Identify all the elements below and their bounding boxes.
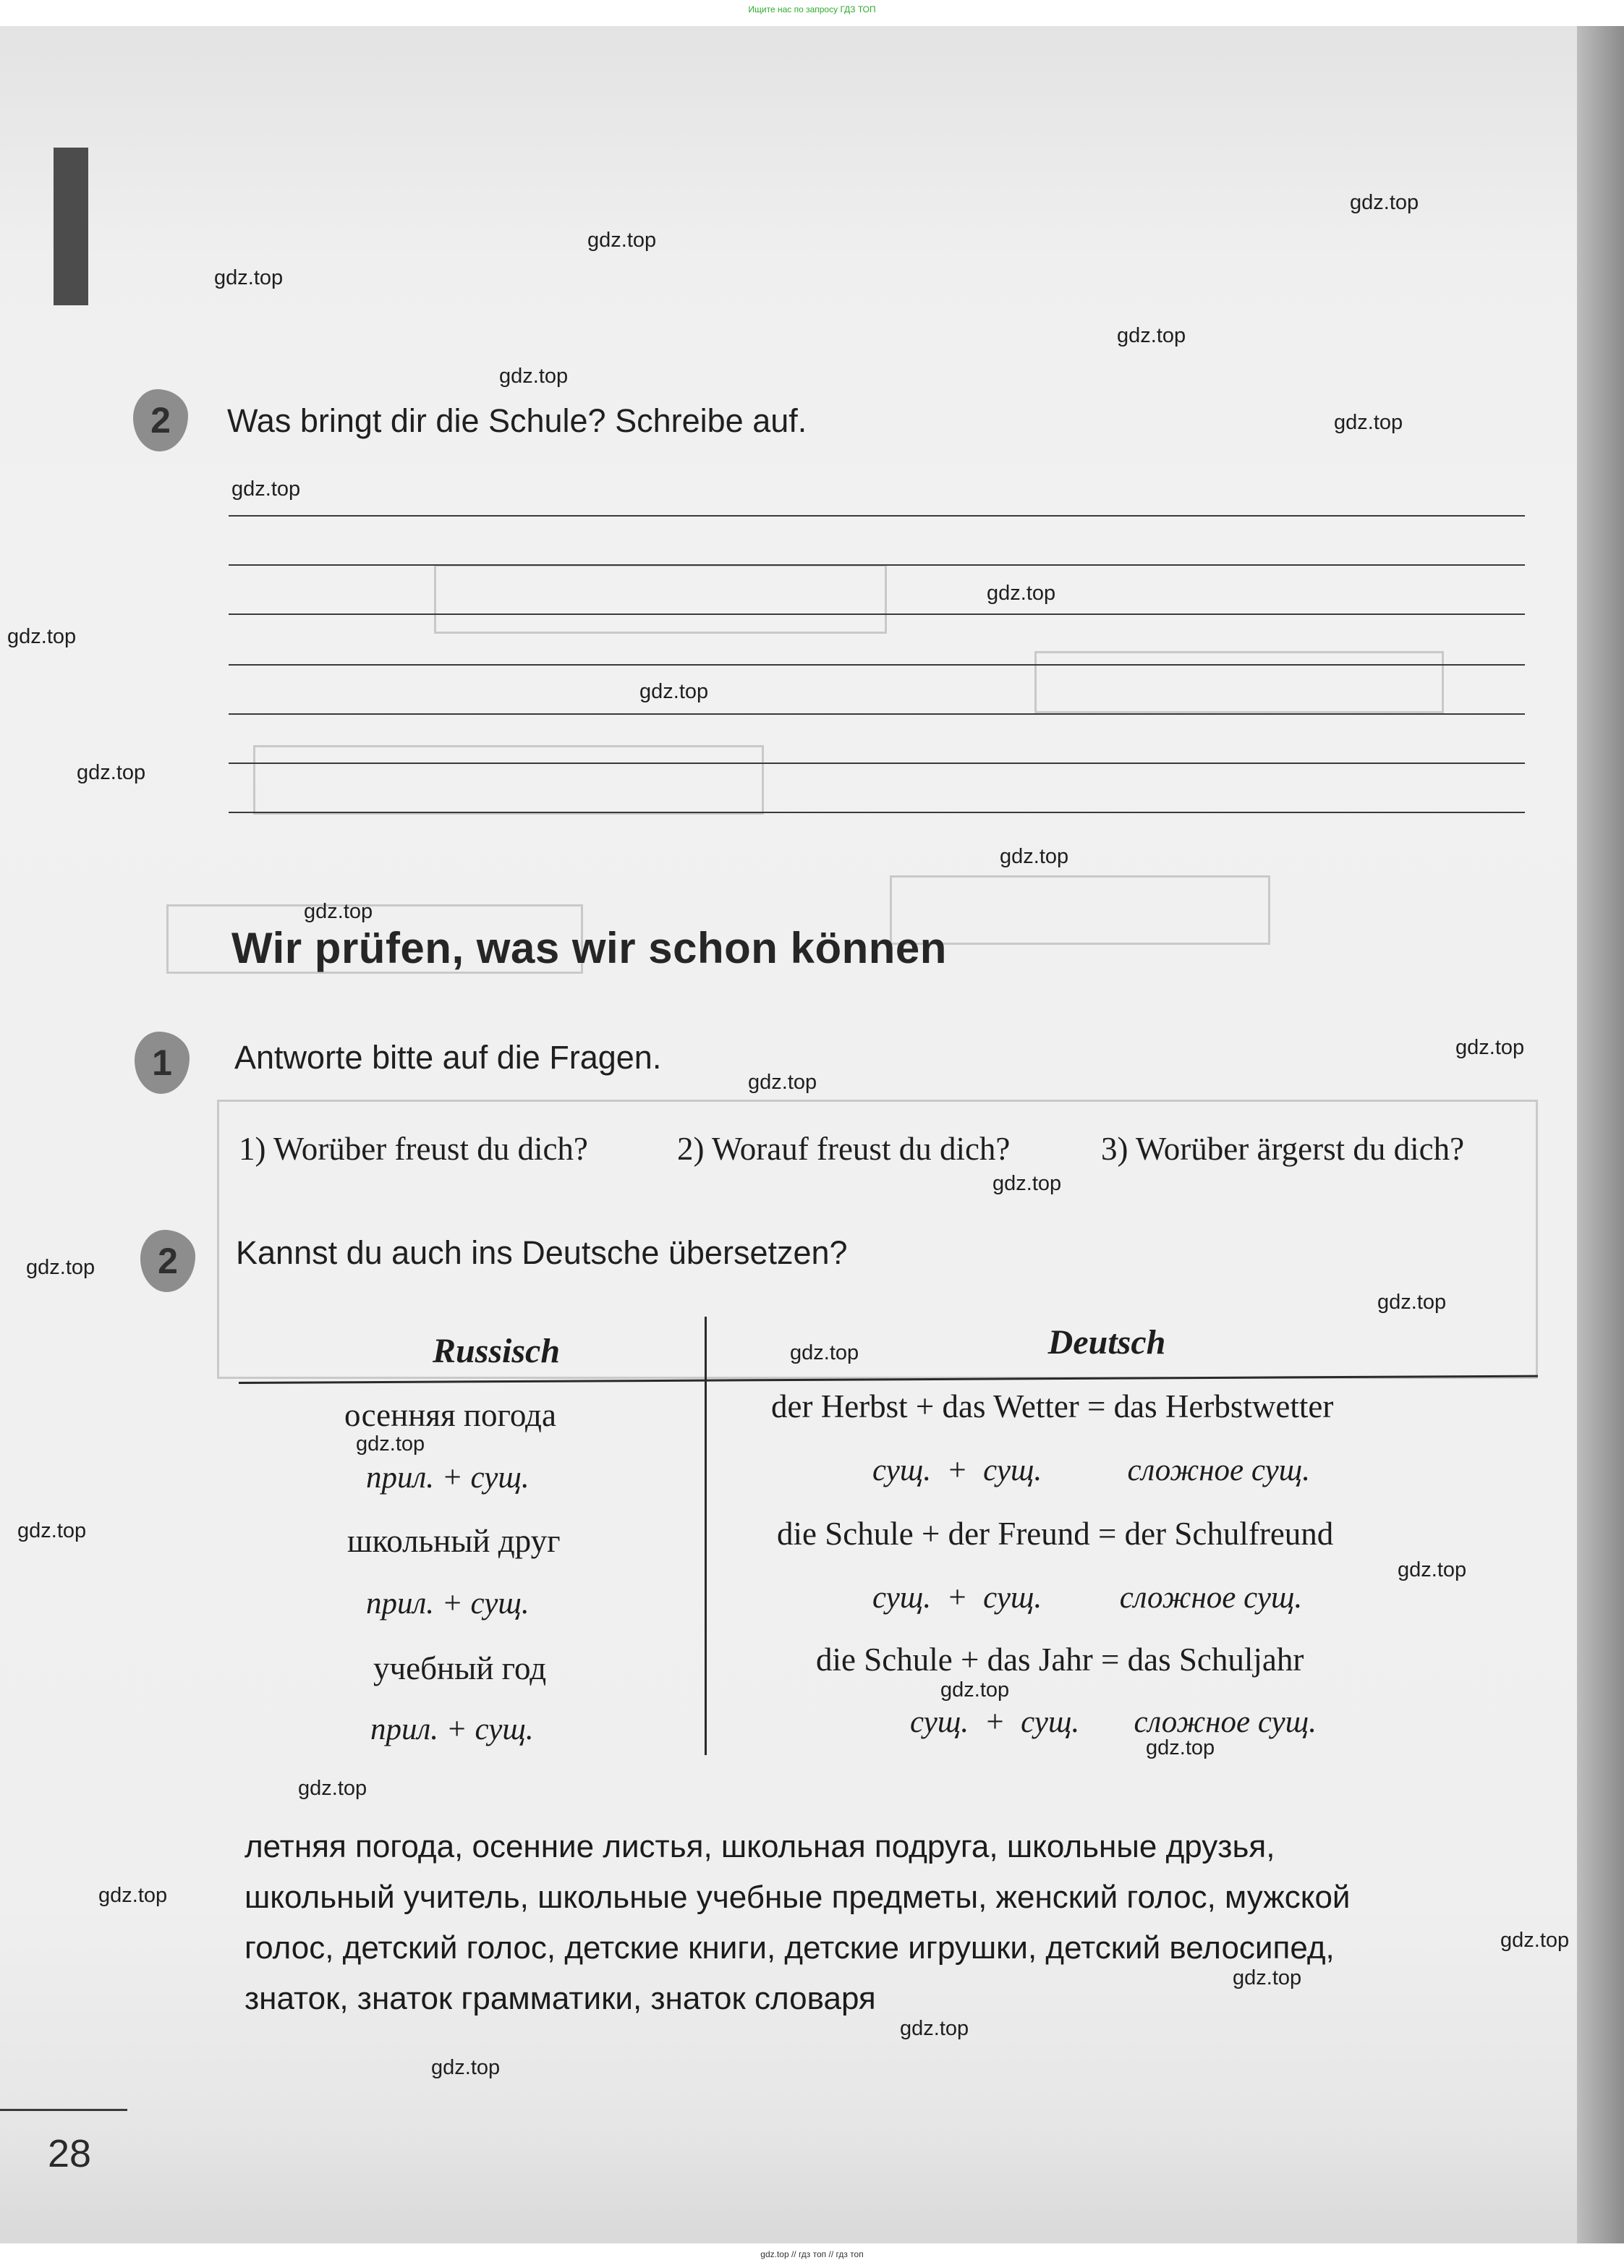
watermark: gdz.top [298,1777,367,1800]
watermark: gdz.top [790,1341,859,1364]
watermark: gdz.top [231,477,301,501]
watermark: gdz.top [1350,191,1419,214]
page-number-rule [0,2109,127,2111]
page-fold-shadow [1577,26,1624,2243]
answer-line[interactable] [229,763,1525,764]
watermark: gdz.top [499,365,569,388]
table-column-divider [705,1317,707,1755]
question-item: 2) Worauf freust du dich? [677,1131,1011,1167]
footer-links[interactable]: gdz.top // гдз топ // гдз топ [760,2249,864,2259]
watermark: gdz.top [98,1884,168,1907]
exercise-heading: Antworte bitte auf die Fragen. [234,1039,662,1076]
russian-pattern: прил. + сущ. [366,1587,530,1621]
word-list-line: голос, детский голос, детские книги, детские игрушки, детский велосипед, [245,1930,1335,1966]
answer-line[interactable] [229,812,1525,813]
scan-bottom-strip [0,2243,1624,2268]
watermark: gdz.top [1000,845,1069,868]
watermark: gdz.top [77,761,146,784]
watermark: gdz.top [7,625,77,648]
answer-line[interactable] [229,564,1525,566]
question-item: 1) Worüber freust du dich? [239,1131,588,1167]
scan-top-strip [0,0,1624,26]
search-banner: Ищите нас по запросу ГДЗ ТОП [748,4,876,14]
russian-pattern: прил. + сущ. [366,1461,530,1495]
watermark: gdz.top [26,1256,95,1279]
russian-phrase: осенняя погода [344,1397,556,1433]
answer-line[interactable] [229,613,1525,615]
word-list-line: школьный учитель, школьные учебные предметы, женский голос, мужской [245,1880,1351,1915]
german-compound: der Herbst + das Wetter = das Herbstwetter [771,1388,1334,1424]
watermark: gdz.top [214,266,284,289]
watermark: gdz.top [431,2056,501,2079]
exercise-number-badge: 2 [133,389,188,451]
german-compound: die Schule + das Jahr = das Schuljahr [816,1641,1304,1678]
watermark: gdz.top [587,229,657,252]
bleed-box [434,564,887,634]
word-list-line: летняя погода, осенние листья, школьная подруга, школьные друзья, [245,1829,1275,1864]
exercise-heading: Was bringt dir die Schule? Schreibe auf. [227,402,807,439]
bleed-box [253,745,764,815]
watermark: gdz.top [1455,1036,1525,1059]
exercise-number-badge: 1 [135,1032,190,1094]
russian-phrase: учебный год [373,1650,547,1686]
watermark: gdz.top [639,680,709,703]
watermark: gdz.top [1377,1291,1447,1314]
watermark: gdz.top [1500,1929,1570,1952]
column-header-deutsch: Deutsch [1047,1323,1166,1362]
russian-phrase: школьный друг [347,1523,561,1559]
german-pattern: сущ. + сущ. сложное сущ. [872,1453,1310,1487]
watermark: gdz.top [356,1432,425,1456]
column-header-russisch: Russisch [432,1332,561,1370]
russian-pattern: прил. + сущ. [370,1712,534,1746]
exercise-heading: Kannst du auch ins Deutsche übersetzen? [236,1234,848,1271]
exercise-number-badge: 2 [140,1230,195,1292]
german-pattern: сущ. + сущ. сложное сущ. [910,1705,1317,1739]
watermark: gdz.top [940,1678,1010,1702]
page-number: 28 [48,2132,92,2175]
watermark: gdz.top [1146,1736,1215,1759]
watermark: gdz.top [1233,1966,1302,1989]
watermark: gdz.top [17,1519,87,1542]
translation-word-list [245,1822,1518,2024]
bleed-box [1034,651,1444,713]
question-item: 3) Worüber ärgerst du dich? [1101,1131,1465,1167]
watermark: gdz.top [992,1172,1062,1195]
word-list-line: знаток, знаток грамматики, знаток словаря [245,1981,876,2016]
watermark: gdz.top [1117,324,1186,347]
watermark: gdz.top [987,582,1056,605]
watermark: gdz.top [304,900,373,923]
answer-line[interactable] [229,713,1525,715]
watermark: gdz.top [1398,1558,1467,1581]
question-list [239,1130,1541,1173]
section-title: Wir prüfen, was wir schon können [231,924,947,972]
german-compound: die Schule + der Freund = der Schulfreund [777,1516,1334,1552]
watermark: gdz.top [1334,411,1403,434]
watermark: gdz.top [900,2017,969,2040]
answer-line[interactable] [229,664,1525,666]
answer-line[interactable] [229,515,1525,517]
sidebar-bar [54,148,88,305]
watermark: gdz.top [748,1071,817,1094]
german-pattern: сущ. + сущ. сложное сущ. [872,1581,1303,1615]
